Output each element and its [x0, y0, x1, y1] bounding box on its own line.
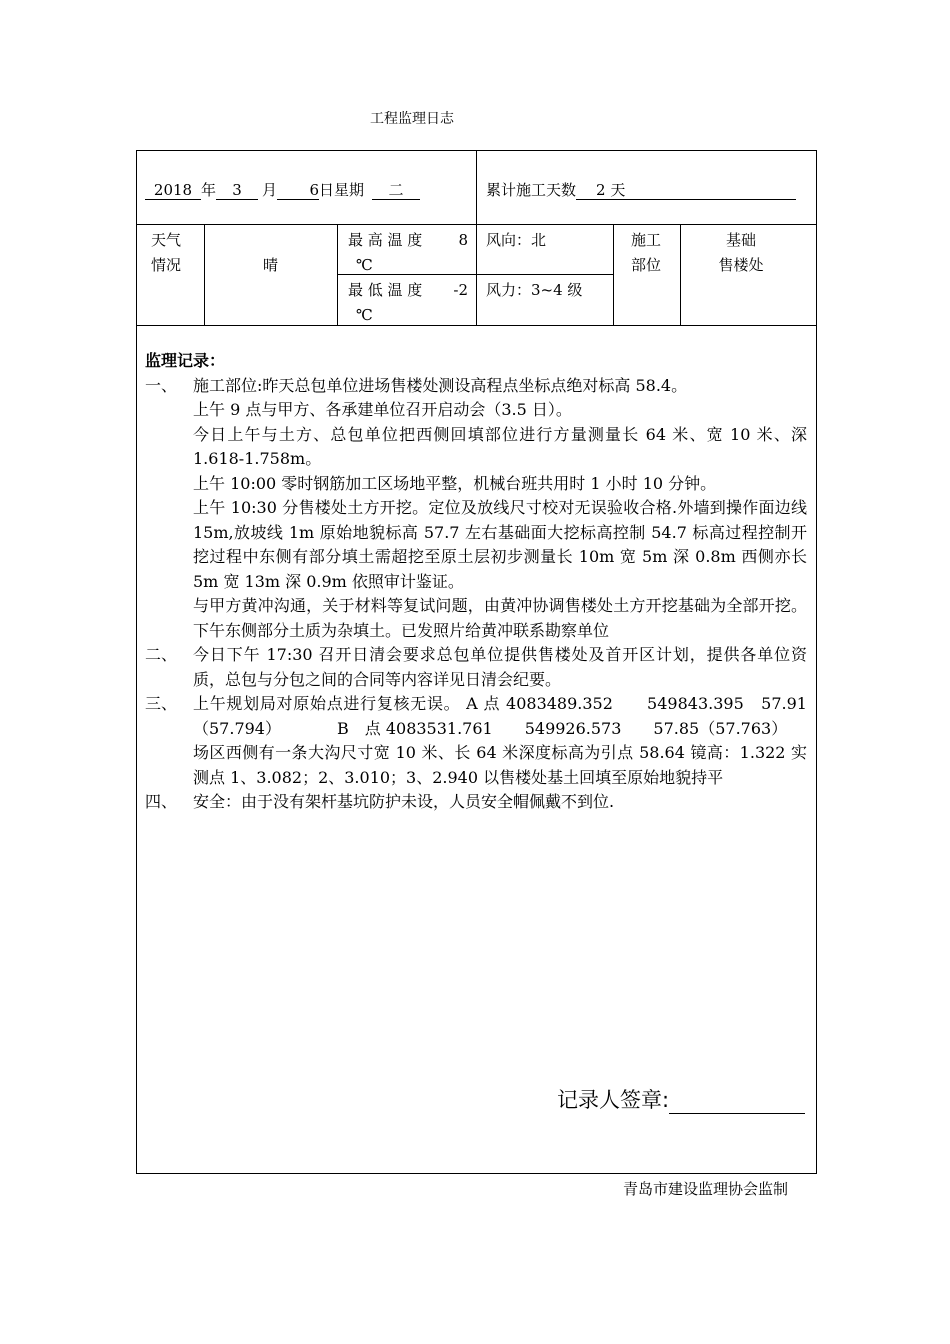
weather-value: 晴 — [263, 256, 279, 274]
col-divider-5 — [680, 224, 681, 325]
row-divider-2 — [137, 325, 816, 326]
col-divider-1 — [204, 224, 205, 325]
min-temp-cell — [348, 278, 468, 328]
site-label-line2: 部位 — [631, 256, 662, 274]
record-number — [145, 472, 193, 497]
record-number: 四、 — [145, 792, 178, 811]
doc-title: 工程监理日志 — [370, 111, 454, 127]
site-label-line1: 施工 — [631, 231, 662, 249]
cumulative-label: 累计施工天数 — [486, 181, 577, 199]
signature-area — [557, 1084, 805, 1114]
site-label — [631, 228, 661, 278]
record-text: 上午 10:30 分售楼处土方开挖。定位及放线尺寸校对无误验收合格.外墙到操作面边线 15m,放坡线 1m 原始地貌标高 57.7 左右基础面大挖标高控制 54.7 标高过程控制开挖过程中东侧有部分填土需超挖至原土层初步测量长 10m 宽 5m 深 0.8m 西侧亦长 5m 宽 13m 深 0.9m 依照审计鉴证。 — [193, 498, 807, 591]
record-text: 上午规划局对原始点进行复核无误。 A 点 4083489.352 549843.395 57.91（57.794） B 点 4083531.761 549926.573 57.85（57.763） — [193, 694, 807, 738]
signature-line[interactable] — [669, 1091, 805, 1114]
record-text: 上午 10:00 零时钢筋加工区场地平整，机械台班共用时 1 小时 10 分钟。 — [193, 473, 717, 493]
weather-label-line2: 情况 — [151, 256, 182, 274]
day-value: 6 — [277, 181, 319, 200]
supervision-records — [145, 349, 807, 815]
footer-issuer: 青岛市建设监理协会监制 — [623, 1180, 789, 1198]
max-temp-unit: ℃ — [356, 256, 373, 274]
record-text: 上午 9 点与甲方、各承建单位召开启动会（3.5 日）。 — [193, 400, 572, 419]
record-number — [145, 496, 193, 594]
col-divider-4 — [613, 224, 614, 325]
month-unit: 月 — [262, 181, 278, 199]
record-number: 三、 — [145, 694, 178, 713]
site-value-line1: 基础 — [725, 231, 756, 249]
site-value-line2: 售楼处 — [718, 256, 764, 274]
year-value: 2018 — [145, 181, 201, 200]
max-temp-value: 8 — [458, 231, 468, 249]
record-item — [145, 594, 807, 643]
signature-label: 记录人签章: — [557, 1088, 670, 1112]
record-number: 一、 — [145, 375, 178, 395]
min-temp-unit: ℃ — [356, 306, 373, 324]
max-temp-label: 最 高 温 度 — [348, 231, 423, 249]
record-item — [145, 741, 807, 790]
weekday-value: 二 — [372, 181, 420, 200]
min-temp-value: -2 — [453, 281, 468, 299]
log-sheet — [136, 150, 817, 1174]
cumulative-days — [486, 178, 796, 203]
record-text: 施工部位:昨天总包单位进场售楼处测设高程点坐标点绝对标高 58.4。 — [193, 375, 688, 395]
record-item — [145, 496, 807, 594]
date-field — [145, 178, 420, 203]
record-number — [145, 594, 193, 643]
record-number — [145, 741, 193, 790]
records-heading: 监理记录： — [145, 351, 226, 370]
day-unit: 日星期 — [319, 181, 365, 199]
min-temp-label: 最 低 温 度 — [348, 281, 423, 299]
record-text: 安全：由于没有架杆基坑防护未设，人员安全帽佩戴不到位. — [193, 792, 615, 811]
col-divider-3 — [476, 224, 477, 325]
wind-direction: 风向：北 — [486, 231, 547, 249]
record-number — [145, 423, 193, 472]
record-text: 今日上午与土方、总包单位把西侧回填部位进行方量测量长 64 米、宽 10 米、深 1.618-1.758m。 — [193, 424, 807, 468]
record-number — [145, 398, 193, 423]
record-item — [145, 790, 807, 815]
cumulative-value: 2 天 — [576, 181, 796, 200]
record-text: 场区西侧有一条大沟尺寸宽 10 米、长 64 米深度标高为引点 58.64 镜高：1.322 实测点 1、3.082；2、3.010；3、2.940 以售楼处基土回填至原始地貌持平 — [193, 743, 807, 787]
col-divider-2 — [337, 224, 338, 325]
year-unit: 年 — [201, 181, 217, 199]
record-item — [145, 643, 807, 692]
record-number: 二、 — [145, 645, 178, 664]
record-item — [145, 692, 807, 741]
col-divider-date — [476, 151, 477, 224]
weather-label — [151, 228, 181, 278]
max-temp-cell — [348, 228, 468, 278]
record-item — [145, 472, 807, 497]
site-value — [697, 228, 785, 278]
record-item — [145, 423, 807, 472]
weather-label-line1: 天气 — [151, 231, 182, 249]
record-text: 与甲方黄冲沟通，关于材料等复试问题，由黄冲协调售楼处土方开挖基础为全部开挖。下午东侧部分土质为杂填土。已发照片给黄冲联系勘察单位 — [193, 596, 807, 640]
wind-force: 风力：3~4 级 — [486, 281, 583, 299]
record-text: 今日下午 17:30 召开日清会要求总包单位提供售楼处及首开区计划，提供各单位资质，总包与分包之间的合同等内容详见日清会纪要。 — [193, 645, 807, 689]
record-item — [145, 374, 807, 399]
record-item — [145, 398, 807, 423]
month-value: 3 — [216, 181, 258, 200]
